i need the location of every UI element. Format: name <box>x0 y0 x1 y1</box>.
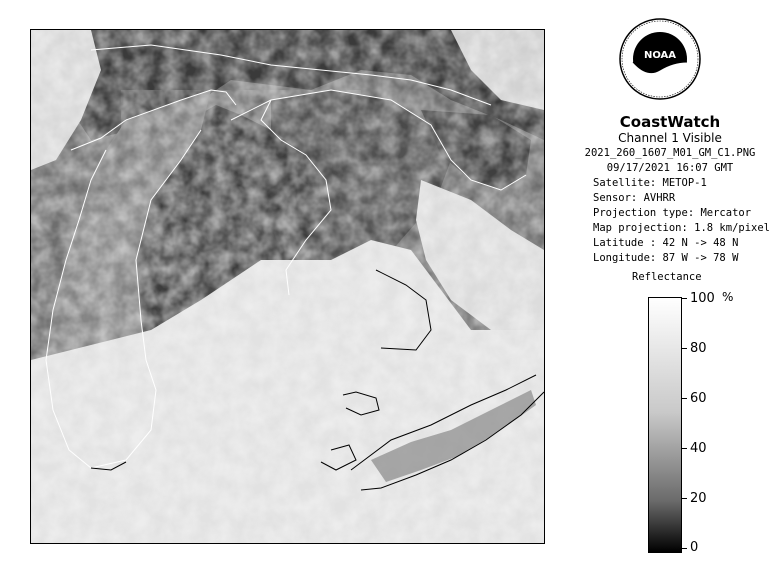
colorbar-tick <box>681 298 687 299</box>
colorbar-tick-label: 0 <box>690 540 699 555</box>
filename-text: 2021_260_1607_M01_GM_C1.PNG <box>584 147 756 159</box>
logo-text: NOAA <box>643 50 677 61</box>
satellite-image <box>31 30 544 543</box>
colorbar-tick-label: 100 <box>690 291 715 306</box>
colorbar-tick <box>681 348 687 349</box>
reflectance-colorbar <box>648 297 682 553</box>
colorbar-tick <box>681 548 687 549</box>
datetime-text: 09/17/2021 16:07 GMT <box>606 162 734 174</box>
colorbar-label: Reflectance <box>632 271 702 283</box>
latitude-text: Latitude : 42 N -> 48 N <box>593 237 739 249</box>
product-title: CoastWatch <box>619 113 721 131</box>
info-panel <box>565 114 775 266</box>
noaa-logo <box>619 18 701 100</box>
colorbar-tick <box>681 498 687 499</box>
colorbar-tick <box>681 398 687 399</box>
longitude-text: Longitude: 87 W -> 78 W <box>593 252 739 264</box>
satellite-image-panel <box>30 29 545 544</box>
channel-subtitle: Channel 1 Visible <box>618 131 722 145</box>
colorbar-tick <box>681 448 687 449</box>
sensor-text: Sensor: AVHRR <box>593 192 676 204</box>
satellite-text: Satellite: METOP-1 <box>593 177 707 189</box>
colorbar-tick-label: 60 <box>690 391 707 406</box>
colorbar-tick-label: 20 <box>690 491 707 506</box>
colorbar-unit: % <box>722 290 734 304</box>
projection-type-text: Projection type: Mercator <box>593 207 752 219</box>
colorbar-tick-label: 80 <box>690 341 707 356</box>
map-projection-text: Map projection: 1.8 km/pixel <box>593 222 771 234</box>
colorbar-tick-label: 40 <box>690 441 707 456</box>
